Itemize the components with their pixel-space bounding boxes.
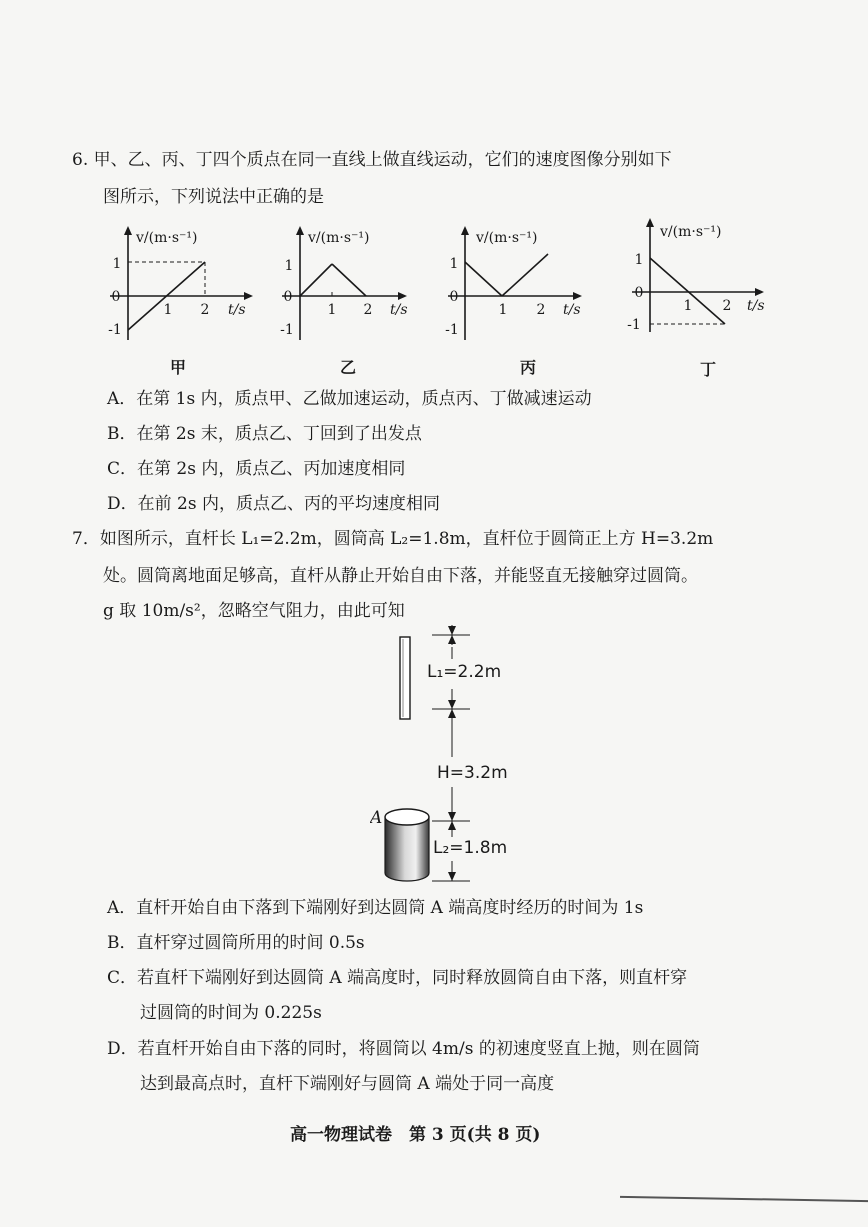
cylinder: [385, 817, 429, 881]
q7-option-c-line1[interactable]: C．若直杆下端刚好到达圆筒 A 端高度时，同时释放圆筒自由下落，则直杆穿: [107, 968, 688, 988]
origin-label: 0: [283, 289, 293, 305]
v-axis-label: v/(m·s⁻¹): [476, 230, 538, 246]
t-axis-label: t/s: [228, 302, 246, 318]
h-label: H=3.2m: [437, 763, 508, 783]
y-tick-1: 1: [634, 252, 644, 268]
q6-option-b[interactable]: B．在第 2s 末，质点乙、丁回到了出发点: [107, 424, 422, 444]
y-tick-1: 1: [112, 256, 122, 272]
q6-option-c[interactable]: C．在第 2s 内，质点乙、丙加速度相同: [107, 459, 406, 479]
l2-label: L₂=1.8m: [433, 838, 508, 858]
y-tick-neg1: -1: [280, 322, 294, 338]
graph-caption-bing: 丙: [520, 358, 537, 377]
t-axis-label: t/s: [563, 302, 581, 318]
origin-label: 0: [634, 285, 644, 301]
vt-graph-bing: [440, 222, 600, 347]
rod: [400, 637, 410, 719]
x-tick-2: 2: [536, 302, 546, 318]
graph-caption-ding: 丁: [700, 360, 717, 379]
q7-option-d-line2: 达到最高点时，直杆下端刚好与圆筒 A 端处于同一高度: [140, 1074, 555, 1094]
graph-caption-jia: 甲: [170, 358, 187, 377]
q6-stem-line1: 6. 甲、乙、丙、丁四个质点在同一直线上做直线运动，它们的速度图像分别如下: [72, 150, 672, 170]
q7-option-b[interactable]: B．直杆穿过圆筒所用的时间 0.5s: [107, 933, 365, 953]
q6-option-d[interactable]: D．在前 2s 内，质点乙、丙的平均速度相同: [107, 494, 440, 514]
q6-option-a[interactable]: A．在第 1s 内，质点甲、乙做加速运动，质点丙、丁做减速运动: [107, 389, 592, 409]
q6-stem-line2: 图所示，下列说法中正确的是: [103, 187, 324, 207]
x-tick-1: 1: [498, 302, 508, 318]
x-tick-2: 2: [722, 298, 732, 314]
q7-stem-line1: 7．如图所示，直杆长 L₁=2.2m，圆筒高 L₂=1.8m，直杆位于圆筒正上方 H=3.2m: [72, 529, 714, 549]
q7-option-c-line2: 过圆筒的时间为 0.225s: [140, 1003, 322, 1023]
graph-caption-yi: 乙: [340, 358, 357, 377]
q7-option-a[interactable]: A．直杆开始自由下落到下端刚好到达圆筒 A 端高度时经历的时间为 1s: [107, 898, 644, 918]
v-axis-label: v/(m·s⁻¹): [136, 230, 198, 246]
q7-option-d-line1[interactable]: D．若直杆开始自由下落的同时，将圆筒以 4m/s 的初速度竖直上抛，则在圆筒: [107, 1039, 700, 1059]
t-axis-label: t/s: [390, 302, 408, 318]
x-tick-1: 1: [683, 298, 693, 314]
v-axis-label: v/(m·s⁻¹): [308, 230, 370, 246]
vt-graph-yi: [270, 222, 430, 347]
origin-label: 0: [449, 289, 459, 305]
l1-label: L₁=2.2m: [427, 662, 502, 682]
q7-stem-line2: 处。圆筒离地面足够高，直杆从静止开始自由下落，并能竖直无接触穿过圆筒。: [103, 566, 698, 586]
y-tick-1: 1: [449, 256, 459, 272]
y-tick-neg1: -1: [627, 317, 641, 333]
x-tick-1: 1: [327, 302, 337, 318]
end-a-label: A: [370, 808, 383, 828]
y-tick-neg1: -1: [108, 322, 122, 338]
origin-label: 0: [111, 289, 121, 305]
x-tick-1: 1: [163, 302, 173, 318]
t-axis-label: t/s: [747, 298, 765, 314]
page-footer: 高一物理试卷 第 3 页(共 8 页): [290, 1125, 541, 1145]
y-tick-neg1: -1: [445, 322, 459, 338]
vt-graph-ding: [622, 214, 782, 339]
rod-cylinder-diagram: [370, 625, 570, 890]
y-tick-1: 1: [284, 258, 294, 274]
q7-stem-line3: g 取 10m/s²，忽略空气阻力，由此可知: [103, 601, 405, 621]
vt-graph-jia: [98, 222, 258, 347]
x-tick-2: 2: [200, 302, 210, 318]
v-axis-label: v/(m·s⁻¹): [660, 224, 722, 240]
scan-edge-line: [620, 1196, 868, 1202]
x-tick-2: 2: [363, 302, 373, 318]
